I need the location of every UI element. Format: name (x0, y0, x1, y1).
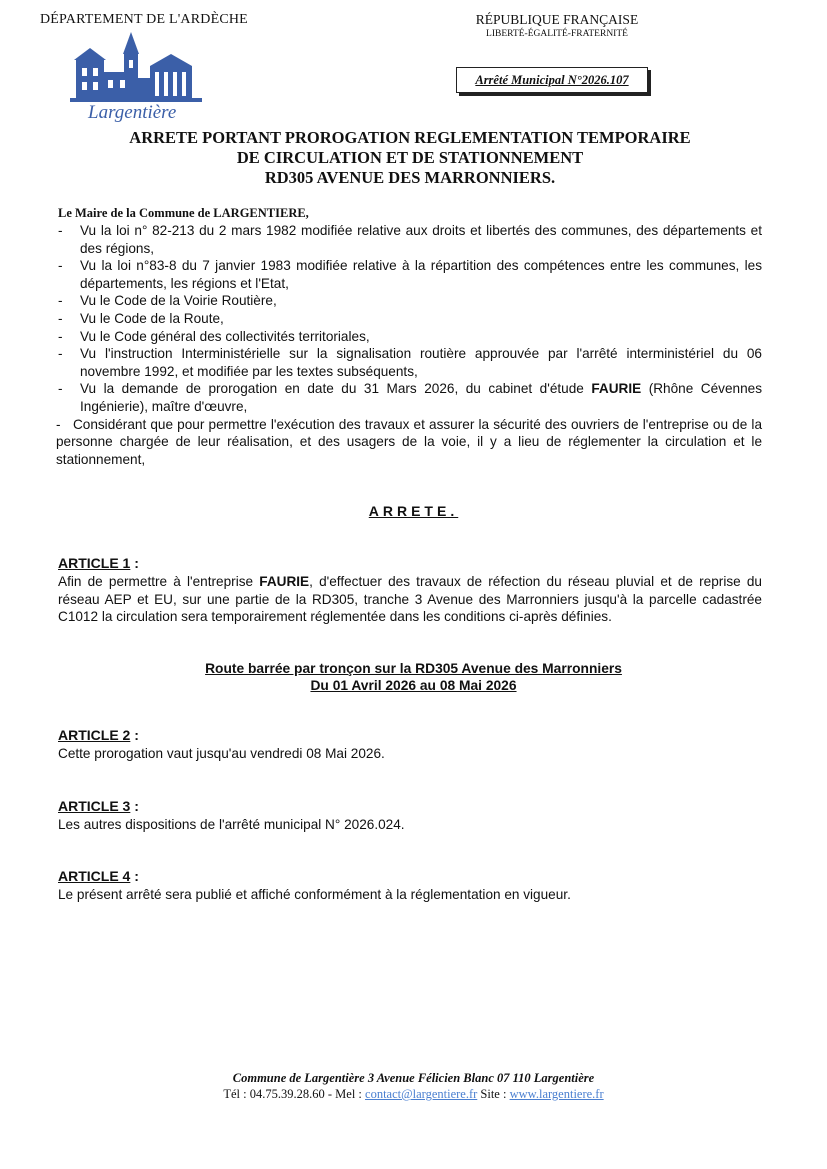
arrete-number-box (456, 67, 648, 93)
town-logo-icon (66, 30, 216, 122)
republic-motto: LIBERTÉ-ÉGALITÉ-FRATERNITÉ (486, 29, 628, 39)
list-item: - Vu le Code de la Voirie Routière, (58, 293, 277, 309)
route-line-2: Du 01 Avril 2026 au 08 Mai 2026 (310, 678, 517, 693)
website-link[interactable]: www.largentiere.fr (509, 1087, 604, 1101)
article-4-heading: ARTICLE 4 : (58, 868, 139, 884)
republic-heading (462, 12, 652, 39)
list-item: - Vu la loi n° 82-213 du 2 mars 1982 modifiée relative aux droits et libertés des communes, des départements et des régions, (58, 223, 762, 256)
largentiere-logo (66, 30, 216, 122)
footer-contact: Tél : 04.75.39.28.60 - Mel : contact@largentiere.fr Site : www.largentiere.fr (223, 1087, 604, 1101)
list-item: - Vu le Code de la Route, (58, 310, 224, 326)
list-item: - Vu l'instruction Interministérielle sur la signalisation routière approuvée par l'arrêté interministériel du 06 novembre 1992, et modifiée par les textes subséquents, (58, 346, 762, 379)
document-title (80, 128, 740, 188)
department-name: DÉPARTEMENT DE L'ARDÈCHE (40, 12, 248, 27)
arrete-number: Arrêté Municipal N°2026.107 (475, 72, 629, 87)
republic-title: RÉPUBLIQUE FRANÇAISE (475, 12, 639, 27)
article-4-text: Le présent arrêté sera publié et affiché conformément à la réglementation en vigueur. (58, 887, 571, 902)
maire-heading: Le Maire de la Commune de LARGENTIERE, (58, 206, 309, 220)
list-item: - Considérant que pour permettre l'exécution des travaux et assurer la sécurité des ouvriers de l'entreprise ou de la personne chargée de leur réalisation, et des usagers de la voie, il y a lieu de réglementer la circulation et le stationnement, (56, 416, 763, 467)
logo-text: Largentière (88, 102, 177, 122)
title-line-3: RD305 AVENUE DES MARRONNIERS. (264, 168, 556, 187)
list-item: - Vu la demande de prorogation en date du 31 Mars 2026, du cabinet d'étude FAURIE (Rhône Cévennes Ingénierie), maître d'œuvre, (58, 381, 762, 414)
footer (0, 1070, 827, 1102)
article-1-heading: ARTICLE 1 : (58, 555, 139, 571)
article-2-heading: ARTICLE 2 : (58, 727, 139, 743)
article-3-heading: ARTICLE 3 : (58, 798, 139, 814)
company-name: FAURIE (259, 574, 310, 589)
considerants-list (56, 222, 762, 468)
list-item: - Vu la loi n°83-8 du 7 janvier 1983 modifiée relative à la répartition des compétences entre les communes, les départements, les régions et l'Etat, (58, 258, 762, 291)
article-1-text: Afin de permettre à l'entreprise FAURIE, d'effectuer des travaux de réfection du réseau pluvial et de reprise du réseau AEP et EU, sur une partie de la RD305, tranche 3 Avenue des Marronniers jusqu'à la parcelle cadastrée C1012 la circulation sera temporairement réglementée dans les conditions ci-après définies. (58, 574, 762, 625)
title-line-1: ARRETE PORTANT PROROGATION REGLEMENTATION TEMPORAIRE (129, 128, 691, 147)
company-name: FAURIE (591, 381, 642, 397)
route-notice (0, 660, 827, 694)
title-line-2: DE CIRCULATION ET DE STATIONNEMENT (236, 148, 584, 167)
list-item: - Vu le Code général des collectivités territoriales, (58, 328, 370, 344)
route-line-1: Route barrée par tronçon sur la RD305 Avenue des Marronniers (205, 661, 622, 676)
email-link[interactable]: contact@largentiere.fr (365, 1087, 478, 1101)
article-3-text: Les autres dispositions de l'arrêté municipal N° 2026.024. (58, 817, 405, 832)
footer-address: Commune de Largentière 3 Avenue Félicien Blanc 07 110 Largentière (232, 1071, 595, 1085)
article-2-text: Cette prorogation vaut jusqu'au vendredi 08 Mai 2026. (58, 746, 385, 761)
arrete-heading: ARRETE. (368, 503, 459, 519)
